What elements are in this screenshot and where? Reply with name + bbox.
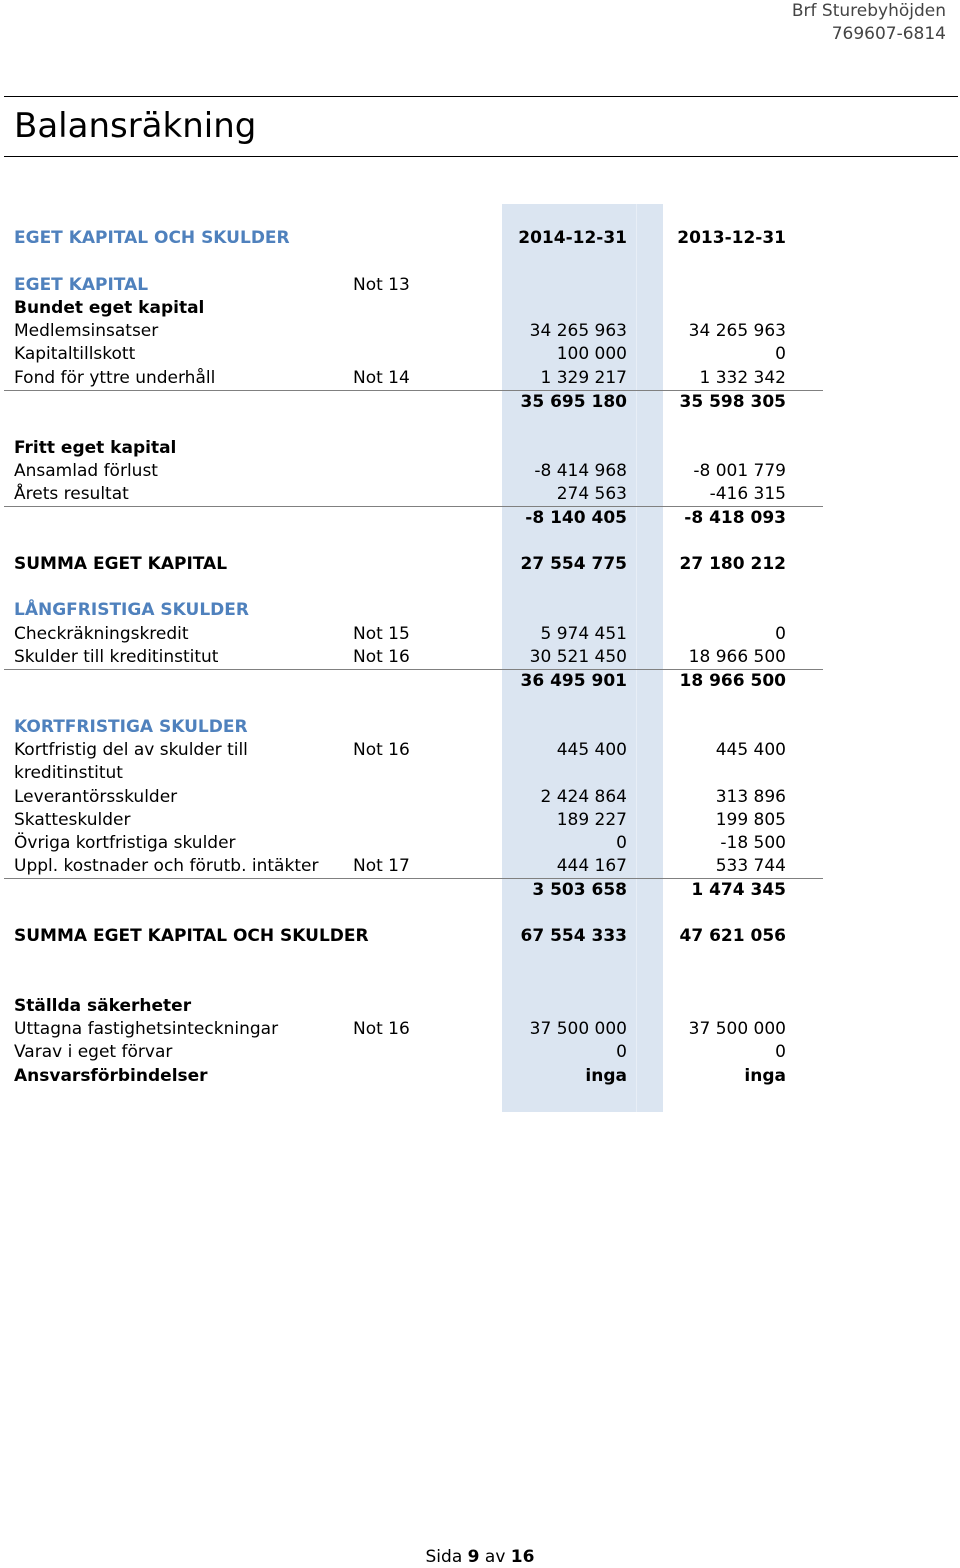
table-row [0,460,960,483]
table-row [0,855,960,878]
subtotal-2013: 1 474 345 [691,880,786,900]
value-2013: 199 805 [715,810,786,830]
subtotal-2013: 35 598 305 [679,392,786,412]
table-row [0,320,960,343]
row-label: Ansvarsförbindelser [14,1066,208,1086]
row-label: Fond för yttre underhåll [14,368,216,388]
table-row [0,1041,960,1064]
table-row [0,297,960,320]
subtotal-2014: -8 140 405 [525,508,627,528]
value-2013: 533 744 [715,856,786,876]
row-label: Leverantörsskulder [14,787,178,807]
subsection-heading: Ställda säkerheter [14,996,192,1016]
subtotal-row [0,391,960,414]
note-ref: Not 16 [353,647,410,667]
table-row [0,646,960,669]
row-label: Kortfristig del av skulder till [14,740,248,760]
total-2013: 27 180 212 [679,554,786,574]
title-bottom-rule [4,156,958,157]
note-ref: Not 16 [353,1019,410,1039]
value-2013: -416 315 [709,484,786,504]
value-2014: 2 424 864 [540,787,627,807]
subtotal-row [0,670,960,693]
table-row [0,716,960,739]
table-row [0,1018,960,1041]
value-2013: 0 [775,1042,786,1062]
value-2013: 313 896 [715,787,786,807]
value-2013: 34 265 963 [688,321,786,341]
table-row [0,367,960,390]
value-2014: 445 400 [556,740,627,760]
value-2014: 30 521 450 [529,647,627,667]
column-header-2013: 2013-12-31 [677,228,786,248]
row-label: Skatteskulder [14,810,131,830]
total-label: SUMMA EGET KAPITAL [14,554,228,574]
note-ref: Not 14 [353,368,410,388]
table-row [0,1065,960,1088]
row-label: Övriga kortfristiga skulder [14,833,236,853]
subtotal-2014: 36 495 901 [520,671,627,691]
section-heading: KORTFRISTIGA SKULDER [14,717,248,737]
grand-total-row [0,925,960,948]
row-label-continued: kreditinstitut [14,763,123,783]
value-2014: 0 [616,1042,627,1062]
value-2014: 274 563 [556,484,627,504]
title-top-rule [4,96,958,97]
row-label: Medlemsinsatser [14,321,159,341]
total-row [0,553,960,576]
table-row [0,483,960,506]
footer-of: av [484,1547,506,1567]
row-label: Uppl. kostnader och förutb. intäkter [14,856,319,876]
footer-page-number: 9 [467,1547,480,1567]
table-row [0,437,960,460]
table-row [0,623,960,646]
column-header-row [0,227,960,250]
total-2014: 27 554 775 [520,554,627,574]
row-label: Skulder till kreditinstitut [14,647,219,667]
column-header-2014: 2014-12-31 [518,228,627,248]
table-row [0,995,960,1018]
subtotal-row [0,507,960,530]
section-heading: LÅNGFRISTIGA SKULDER [14,600,249,620]
value-2014: 5 974 451 [540,624,627,644]
value-2013: inga [744,1066,786,1086]
row-label: Uttagna fastighetsinteckningar [14,1019,279,1039]
subsection-heading: Fritt eget kapital [14,438,177,458]
value-2013: -18 500 [720,833,786,853]
value-2013: 0 [775,624,786,644]
table-row [0,739,960,762]
grand-total-2013: 47 621 056 [679,926,786,946]
row-label: Årets resultat [14,484,129,504]
value-2013: -8 001 779 [693,461,786,481]
value-2013: 1 332 342 [699,368,786,388]
grand-total-label: SUMMA EGET KAPITAL OCH SKULDER [14,926,369,946]
value-2013: 37 500 000 [688,1019,786,1039]
footer-total-pages: 16 [510,1547,535,1567]
value-2014: 34 265 963 [529,321,627,341]
note-ref: Not 15 [353,624,410,644]
table-row [0,786,960,809]
table-row [0,343,960,366]
value-2014: 444 167 [556,856,627,876]
grand-total-2014: 67 554 333 [520,926,627,946]
value-2014: inga [585,1066,627,1086]
subtotal-2014: 3 503 658 [532,880,627,900]
table-row [0,762,960,785]
subtotal-row [0,879,960,902]
row-label: Kapitaltillskott [14,344,136,364]
footer-prefix: Sida [425,1547,463,1567]
table-row [0,832,960,855]
table-row [0,809,960,832]
section-heading: EGET KAPITAL OCH SKULDER [14,228,290,248]
subtotal-2014: 35 695 180 [520,392,627,412]
page-title: Balansräkning [14,106,257,146]
row-label: Checkräkningskredit [14,624,189,644]
note-ref: Not 13 [353,275,410,295]
note-ref: Not 16 [353,740,410,760]
value-2014: 189 227 [556,810,627,830]
value-2014: -8 414 968 [534,461,627,481]
subtotal-2013: 18 966 500 [679,671,786,691]
table-row [0,274,960,297]
row-label: Varav i eget förvar [14,1042,173,1062]
value-2013: 0 [775,344,786,364]
value-2014: 0 [616,833,627,853]
org-number: 769607-6814 [831,24,946,44]
value-2013: 18 966 500 [688,647,786,667]
section-heading: EGET KAPITAL [14,275,149,295]
value-2014: 37 500 000 [529,1019,627,1039]
subsection-heading: Bundet eget kapital [14,298,205,318]
org-name: Brf Sturebyhöjden [791,1,946,21]
table-row [0,599,960,622]
subtotal-2013: -8 418 093 [684,508,786,528]
note-ref: Not 17 [353,856,410,876]
page-footer [0,1546,960,1568]
document-header [792,0,946,46]
row-label: Ansamlad förlust [14,461,158,481]
value-2014: 1 329 217 [540,368,627,388]
value-2014: 100 000 [556,344,627,364]
value-2013: 445 400 [715,740,786,760]
